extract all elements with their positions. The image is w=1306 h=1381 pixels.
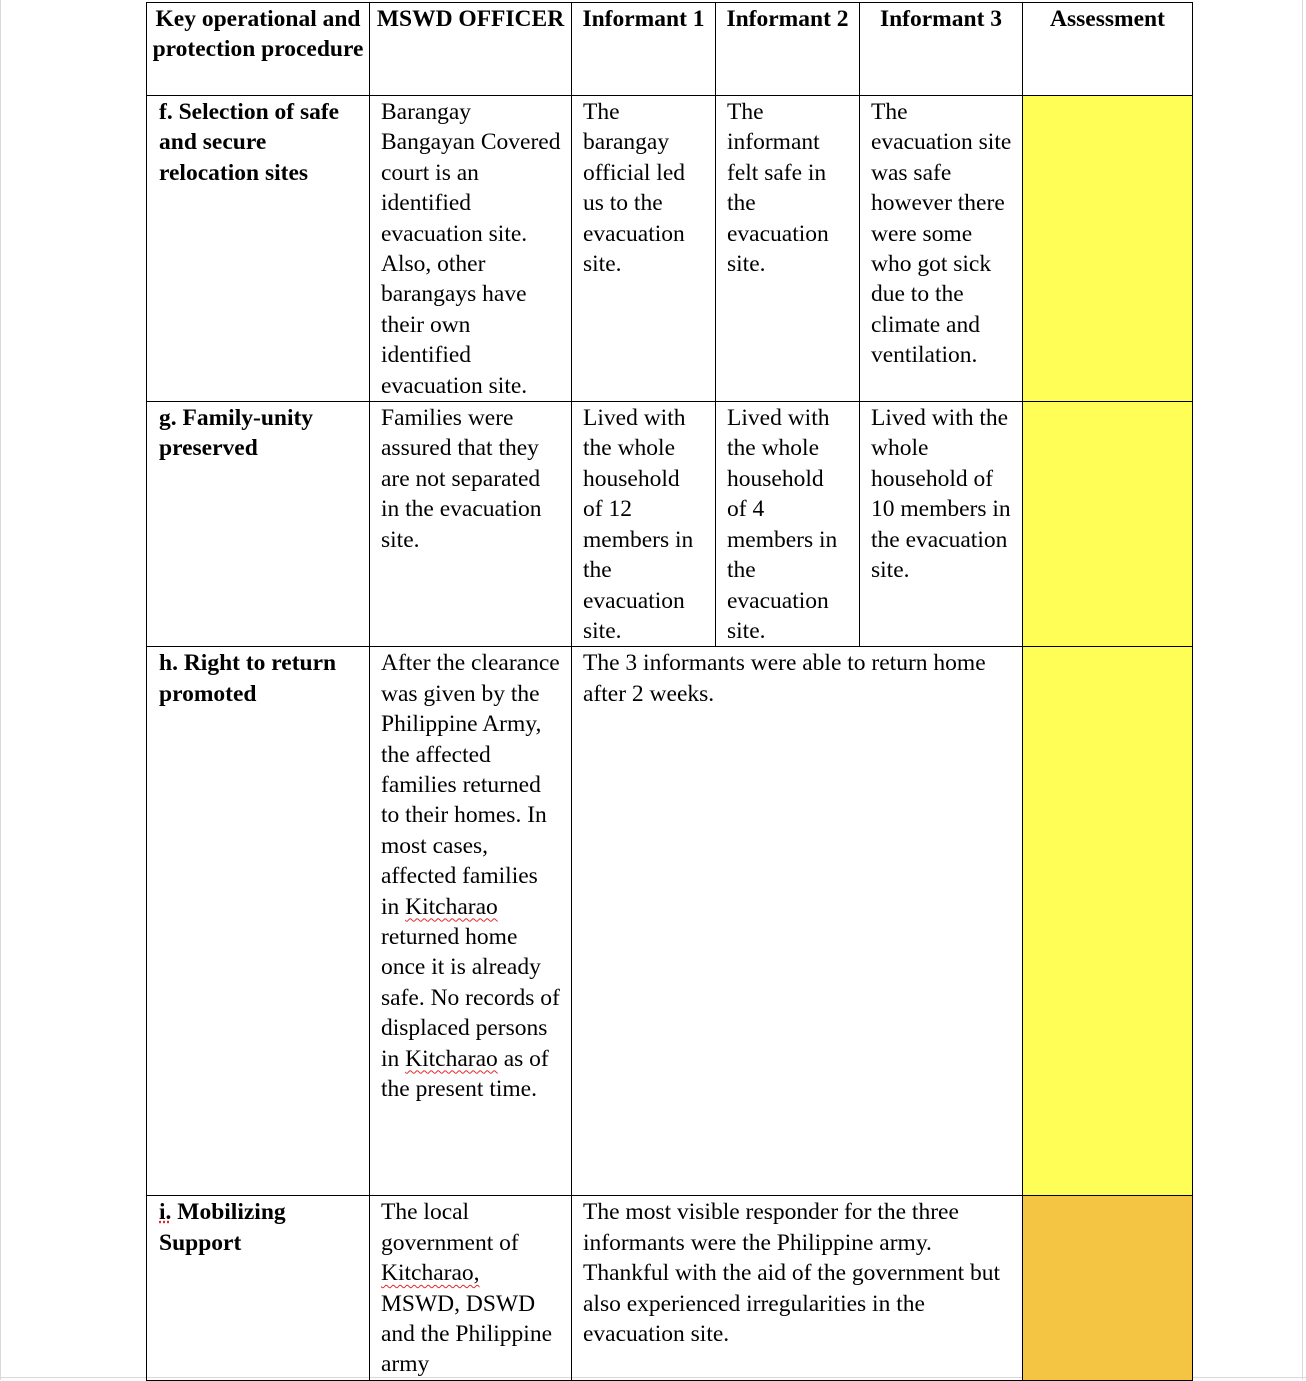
officer-text-part: returned home once it is already safe. No records of displaced persons in — [381, 923, 560, 1072]
spellcheck-word: Kitcharao, — [381, 1260, 480, 1287]
officer-cell — [370, 1196, 572, 1380]
assessment-cell — [1023, 1196, 1193, 1380]
officer-text-part: The local government of — [381, 1199, 519, 1256]
officer-text-part: After the clearance was given by the Philippine Army, the affected families returned to their homes. In most cases, affected families in — [381, 650, 560, 920]
spellcheck-word: Kitcharao — [405, 893, 498, 920]
assessment-cell — [1023, 647, 1193, 1196]
header-informant-1: Informant 1 — [572, 3, 716, 96]
informant-3-cell: Lived with the whole household of 10 members in the evacuation site. — [860, 402, 1023, 647]
spellcheck-word: Kitcharao — [405, 1045, 498, 1072]
header-assessment: Assessment — [1023, 3, 1193, 96]
page-edge-right — [1302, 0, 1303, 1380]
header-informant-2: Informant 2 — [716, 3, 860, 96]
officer-text-part: as of the present time. — [381, 1045, 549, 1102]
table-row — [147, 402, 1193, 647]
procedure-cell — [147, 1196, 370, 1380]
informant-2-cell: Lived with the whole household of 4 members in the evacuation site. — [716, 402, 860, 647]
page-edge-left — [0, 0, 1, 1380]
table-row — [147, 1196, 1193, 1380]
assessment-cell — [1023, 96, 1193, 402]
officer-cell: Families were assured that they are not separated in the evacuation site. — [370, 402, 572, 647]
informants-merged-cell: The 3 informants were able to return home after 2 weeks. — [572, 647, 1023, 1196]
table-row — [147, 647, 1193, 1196]
officer-cell: Barangay Bangayan Covered court is an identified evacuation site. Also, other barangays have their own identified evacuation site. — [370, 96, 572, 402]
informant-2-cell: The informant felt safe in the evacuation site. — [716, 96, 860, 402]
procedure-label: Mobilizing Support — [159, 1199, 286, 1256]
header-procedure: Key operational and protection procedure — [147, 3, 370, 96]
procedure-cell: f. Selection of safe and secure relocation sites — [147, 96, 370, 402]
informant-1-cell: Lived with the whole household of 12 members in the evacuation site. — [572, 402, 716, 647]
table-row — [147, 96, 1193, 402]
informant-1-cell: The barangay official led us to the evacuation site. — [572, 96, 716, 402]
protection-procedure-table — [146, 2, 1193, 1381]
assessment-cell — [1023, 402, 1193, 647]
header-row — [147, 3, 1193, 96]
procedure-cell: h. Right to return promoted — [147, 647, 370, 1196]
officer-cell — [370, 647, 572, 1196]
header-officer: MSWD OFFICER — [370, 3, 572, 96]
procedure-cell: g. Family-unity preserved — [147, 402, 370, 647]
header-informant-3: Informant 3 — [860, 3, 1023, 96]
procedure-letter: i. — [159, 1199, 172, 1226]
informant-3-cell: The evacuation site was safe however there were some who got sick due to the climate and ventilation. — [860, 96, 1023, 402]
officer-text-part: MSWD, DSWD and the Philippine army — [381, 1290, 553, 1378]
informants-merged-cell: The most visible responder for the three informants were the Philippine army. Thankful with the aid of the government but also experienced irregularities in the evacuation site. — [572, 1196, 1023, 1380]
